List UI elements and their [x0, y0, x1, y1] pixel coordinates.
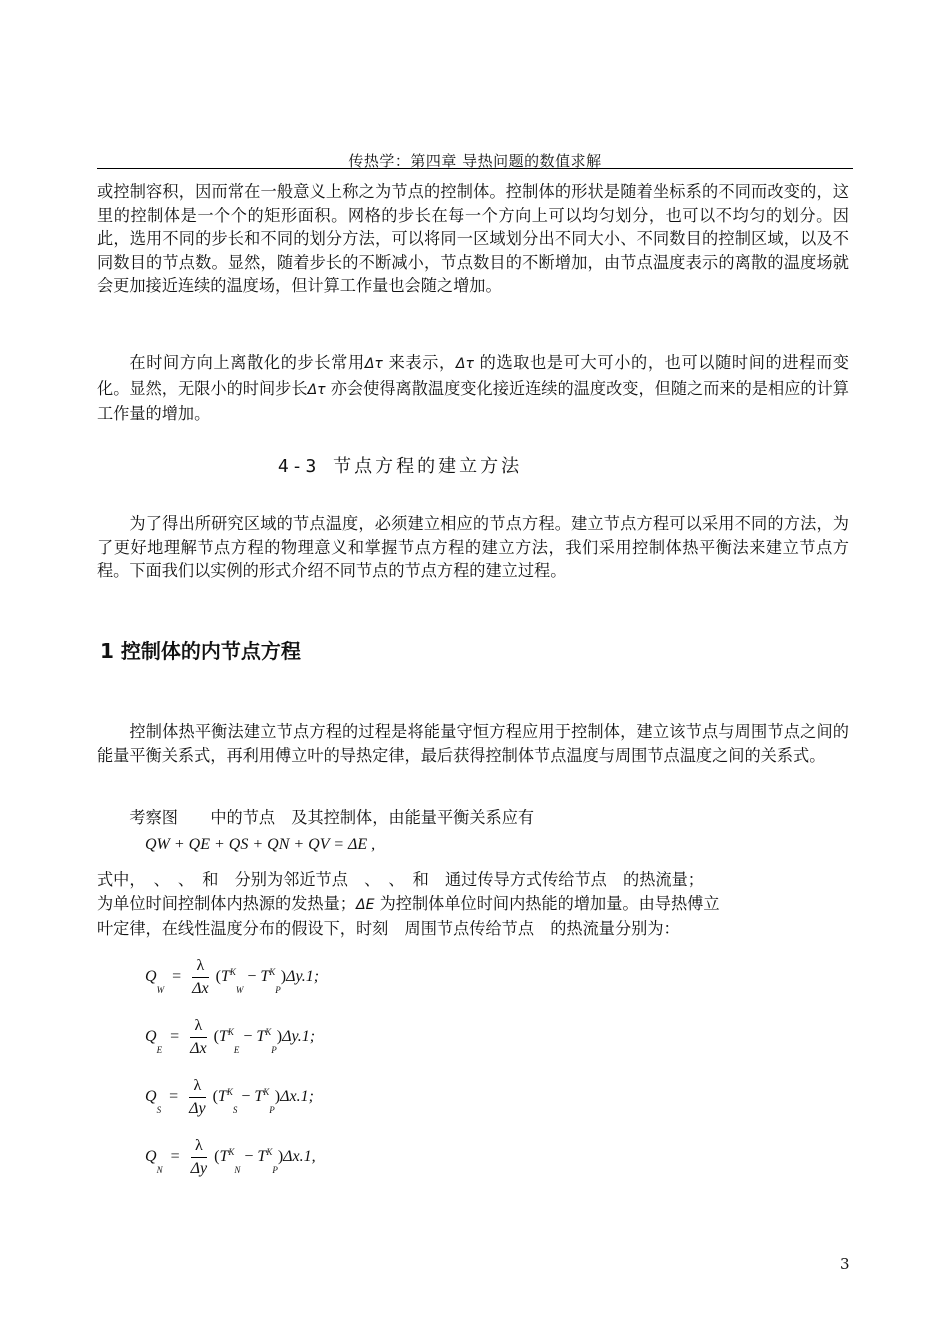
fraction-numerator: λ — [191, 1135, 208, 1158]
fraction — [189, 1075, 206, 1120]
paragraph-text: 为单位时间控制体内热源的发热量； — [97, 893, 356, 913]
fraction-denominator: Δy — [190, 1160, 208, 1177]
flux-symbol: Q — [145, 968, 157, 986]
delta-tau-symbol: Δτ — [307, 381, 326, 398]
fraction-denominator: Δy — [189, 1100, 206, 1117]
paragraph-text: 式中， 、 、 和 分别为邻近节点 、 、 和 通过传导方式传给节点 的热流量； — [97, 870, 704, 889]
flux-equation-north: $Q_N$ = $\frac{\lambda}{\Delta y}$ $(T^K_N - T^K_P)\Delta x.1$, — [145, 1135, 316, 1180]
flux-symbol: Q — [145, 1088, 157, 1106]
delta-e-symbol: ΔE — [356, 896, 375, 913]
temp-subscript: N — [234, 1165, 241, 1176]
paragraph-method — [97, 720, 849, 767]
paragraph-text: 或控制容积，因而常在一般意义上称之为节点的控制体。控制体的形状是随着坐标系的不同而改变的，这里的控制体是一个个的矩形面积。网格的步长在每一个方向上可以均匀划分，也可以不均匀的划分。因此，选用不同的步长和不同的划分方法，可以将同一区域划分出不同大小、不同数目的控制区域，以及不同数目的节点数。显然，随着步长的不断减小，节点数目的不断增加，由节点温度表示的离散的温度场就会更加接近连续的温度场，但计算工作量也会随之增加。 — [97, 182, 849, 295]
area-term: Δx.1, — [283, 1148, 316, 1166]
flux-symbol: Q — [145, 1148, 157, 1166]
delta-tau-symbol: Δτ — [455, 356, 474, 372]
equation-text: QW + QE + QS + QN + QV = ΔE , — [145, 836, 376, 853]
flux-symbol: Q — [145, 1028, 157, 1046]
fraction — [192, 955, 209, 1000]
paragraph-text: 来表示， — [382, 353, 456, 372]
paragraph-text: 亦会使得离散温度变化接近连续的温度改变，但随之而来的是相应的计算工作量的增加。 — [97, 378, 849, 423]
temp-subscript: S — [232, 1105, 238, 1116]
flux-equation-south: $Q_S$ = $\frac{\lambda}{\Delta y}$ $(T^K_S - T^K_P)\Delta x.1$; — [145, 1075, 314, 1120]
flux-subscript: N — [156, 1165, 163, 1176]
fraction-denominator: Δx — [190, 1040, 207, 1057]
paragraph-consider — [97, 806, 849, 830]
delta-tau-symbol: Δτ — [364, 356, 383, 372]
flux-subscript: W — [156, 985, 165, 996]
paragraph-text: 的选取也是可大可小的，也可以随时间的进程而变化。显然，无限小的时间步长 — [97, 353, 849, 398]
paragraph-text: 考察图 中的节点 及其控制体，由能量平衡关系应有 — [129, 808, 535, 827]
fraction-numerator: λ — [192, 955, 209, 978]
page-header: 传热学：第四章 导热问题的数值求解 — [348, 152, 602, 170]
paragraph-text: 为了得出所研究区域的节点温度，必须建立相应的节点方程。建立节点方程可以采用不同的方法，为了更好地理解节点方程的物理意义和掌握节点方程的建立方法，我们采用控制体热平衡法来建立节点方程。下面我们以实例的形式介绍不同节点的节点方程的建立过程。 — [97, 514, 849, 580]
paragraph-control-volume — [97, 180, 849, 298]
paragraph-where — [97, 868, 849, 941]
fraction-numerator: λ — [189, 1075, 206, 1098]
area-term: Δx.1; — [280, 1088, 314, 1106]
area-term: Δy.1; — [282, 1028, 316, 1046]
flux-subscript: E — [156, 1045, 163, 1056]
paragraph-intro — [97, 512, 849, 583]
paragraph-text: 在时间方向上离散化的步长常用 — [129, 353, 365, 372]
paragraph-text: 控制体热平衡法建立节点方程的过程是将能量守恒方程应用于控制体，建立该节点与周围节点之间的能量平衡关系式，再利用傅立叶的导热定律，最后获得控制体节点温度与周围节点温度之间的关系式。 — [97, 722, 849, 765]
subsection-heading: 1 控制体的内节点方程 — [100, 639, 301, 663]
temp-subscript: W — [235, 985, 244, 996]
temp-subscript: E — [233, 1045, 240, 1056]
section-heading: 4-3 节点方程的建立方法 — [277, 456, 523, 477]
paragraph-text: 为控制体单位时间内热能的增加量。由导热傅立 — [374, 893, 720, 913]
fraction-denominator: Δx — [192, 980, 209, 997]
flux-equation-east: $Q_E$ = $\frac{\lambda}{\Delta x}$ $(T^K_E - T^K_P)\Delta y.1$; — [145, 1015, 315, 1060]
area-term: Δy.1; — [286, 968, 320, 986]
paragraph-text: 叶定律，在线性温度分布的假设下，时刻 周围节点传给节点 的热流量分别为： — [97, 919, 680, 938]
paragraph-time-step — [97, 351, 849, 426]
header-rule — [97, 168, 853, 169]
flux-equation-west: $Q_W$ = $\frac{\lambda}{\Delta x}$ $(T^K_W - T^K_P)\Delta y.1$; — [145, 955, 319, 1000]
fraction — [191, 1135, 208, 1180]
fraction — [190, 1015, 207, 1060]
energy-balance-equation — [145, 836, 375, 854]
flux-subscript: S — [156, 1105, 162, 1116]
fraction-numerator: λ — [190, 1015, 207, 1038]
page-number: 3 — [840, 1255, 850, 1273]
